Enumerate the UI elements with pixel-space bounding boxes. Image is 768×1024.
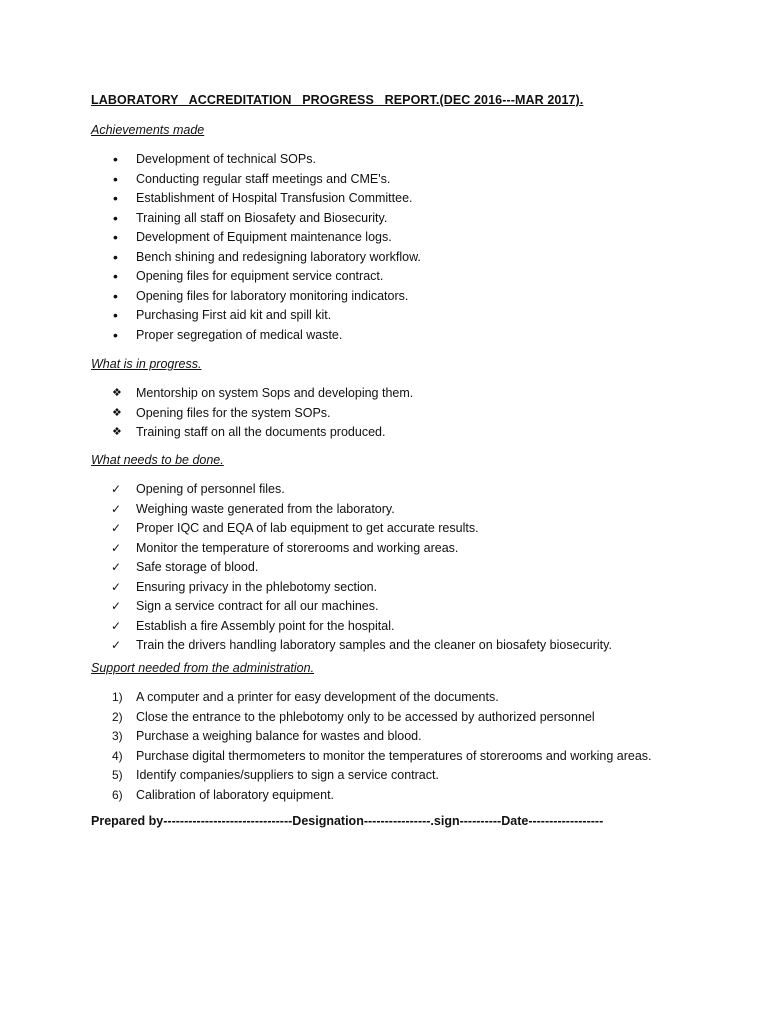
checkmark-icon: ✓	[111, 579, 122, 594]
list-item-text: Development of technical SOPs.	[136, 152, 316, 166]
list-item-text: Purchase a weighing balance for wastes and blood.	[136, 729, 422, 743]
list-item-text: Proper IQC and EQA of lab equipment to get accurate results.	[136, 521, 479, 535]
list-item-text: Train the drivers handling laboratory samples and the cleaner on biosafety biosecurity.	[136, 638, 612, 652]
list-number: 6)	[112, 787, 123, 802]
list-number: 4)	[112, 748, 123, 763]
bullet-icon: •	[113, 209, 118, 226]
diamond-bullet-icon: ❖	[112, 387, 122, 399]
list-item-text: Identify companies/suppliers to sign a service contract.	[136, 768, 439, 782]
list-number: 3)	[112, 729, 123, 743]
list-item-text: Proper segregation of medical waste.	[136, 327, 343, 342]
list-item-text: Safe storage of blood.	[136, 560, 259, 574]
list-item-text: Calibration of laboratory equipment.	[136, 787, 335, 802]
checkmark-icon: ✓	[111, 638, 122, 652]
list-number: 1)	[112, 690, 123, 704]
checkmark-icon: ✓	[111, 560, 122, 574]
list-item-text: A computer and a printer for easy development of the documents.	[136, 690, 499, 704]
bullet-icon: •	[113, 170, 118, 187]
checkmark-icon: ✓	[111, 540, 122, 555]
bullet-icon: •	[113, 190, 118, 206]
list-item-text: Opening files for laboratory monitoring indicators.	[136, 288, 409, 303]
bullet-icon: •	[113, 287, 118, 304]
section-heading-support-needed: Support needed from the administration.	[91, 661, 315, 675]
diamond-bullet-icon: ❖	[112, 426, 122, 438]
list-number: 5)	[112, 768, 123, 782]
checkmark-icon: ✓	[111, 618, 122, 633]
section-heading-to-be-done: What needs to be done.	[91, 453, 224, 467]
signature-line: Prepared by-------------------------------Designation----------------.sign----------Date------------------	[91, 814, 604, 828]
bullet-icon: •	[113, 268, 118, 284]
bullet-icon: •	[113, 229, 118, 245]
list-item-text: Opening files for equipment service contract.	[136, 269, 384, 283]
list-item-text: Sign a service contract for all our machines.	[136, 599, 379, 613]
list-item-text: Monitor the temperature of storerooms and working areas.	[136, 540, 459, 555]
bullet-icon: •	[113, 307, 118, 323]
section-heading-achievements: Achievements made	[91, 123, 205, 137]
checkmark-icon: ✓	[111, 599, 122, 613]
list-item-text: Conducting regular staff meetings and CME's.	[136, 171, 391, 186]
diamond-bullet-icon: ❖	[112, 406, 122, 419]
list-item-text: Purchasing First aid kit and spill kit.	[136, 308, 332, 322]
list-item-text: Mentorship on system Sops and developing them.	[136, 386, 414, 400]
list-item-text: Ensuring privacy in the phlebotomy section.	[136, 579, 378, 594]
list-item-text: Establishment of Hospital Transfusion Committee.	[136, 191, 413, 205]
checkmark-icon: ✓	[111, 501, 122, 516]
checkmark-icon: ✓	[111, 521, 122, 535]
bullet-icon: •	[113, 248, 118, 265]
list-item-text: Training staff on all the documents produced.	[136, 425, 386, 439]
document-title: LABORATORY ACCREDITATION PROGRESS REPORT.(DEC 2016---MAR 2017).	[91, 93, 584, 107]
checkmark-icon: ✓	[111, 482, 122, 496]
list-item-text: Establish a fire Assembly point for the hospital.	[136, 618, 395, 633]
bullet-icon: •	[113, 326, 118, 343]
list-item-text: Opening of personnel files.	[136, 482, 285, 496]
list-item-text: Bench shining and redesigning laboratory workflow.	[136, 249, 421, 264]
list-item-text: Opening files for the system SOPs.	[136, 405, 331, 420]
list-item-text: Purchase digital thermometers to monitor the temperatures of storerooms and working areas.	[136, 748, 652, 763]
list-number: 2)	[112, 709, 123, 724]
list-item-text: Development of Equipment maintenance logs.	[136, 230, 392, 244]
bullet-icon: •	[113, 151, 118, 167]
list-item-text: Weighing waste generated from the laboratory.	[136, 501, 395, 516]
list-item-text: Close the entrance to the phlebotomy only to be accessed by authorized personnel	[136, 709, 595, 724]
list-item-text: Training all staff on Biosafety and Biosecurity.	[136, 210, 388, 225]
section-heading-in-progress: What is in progress.	[91, 357, 202, 371]
